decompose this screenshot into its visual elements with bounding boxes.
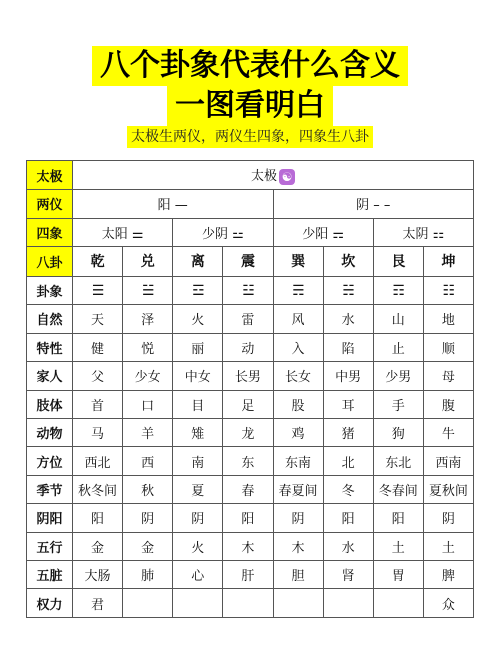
row-header-zhiti: 肢体 bbox=[27, 390, 73, 418]
zhiti-cell: 股 bbox=[273, 390, 323, 418]
row-header-guaxiang: 卦象 bbox=[27, 276, 73, 304]
dongwu-cell: 鸡 bbox=[273, 418, 323, 446]
title-line-1: 八个卦象代表什么含义 bbox=[92, 46, 408, 86]
quanli-cell bbox=[373, 589, 423, 618]
taiji-cell bbox=[73, 161, 474, 190]
fangwei-cell: 南 bbox=[173, 447, 223, 475]
wuzang-cell: 肺 bbox=[123, 561, 173, 589]
jiaren-row bbox=[27, 362, 474, 390]
liangyi-yin: 阴 – – bbox=[273, 190, 474, 218]
zhiti-cell: 足 bbox=[223, 390, 273, 418]
bagua-cell: 兑 bbox=[123, 246, 173, 276]
wuxing-cell: 土 bbox=[423, 532, 473, 560]
jiaren-cell: 父 bbox=[73, 362, 123, 390]
wuzang-cell: 肝 bbox=[223, 561, 273, 589]
bagua-row bbox=[27, 246, 474, 276]
texing-cell: 动 bbox=[223, 333, 273, 361]
yinyang-cell: 阴 bbox=[123, 504, 173, 532]
ziran-cell: 风 bbox=[273, 305, 323, 333]
row-header-jiaren: 家人 bbox=[27, 362, 73, 390]
subtitle: 太极生两仪，两仪生四象，四象生八卦 bbox=[127, 126, 373, 148]
title-line-2: 一图看明白 bbox=[167, 86, 333, 126]
ziran-cell: 地 bbox=[423, 305, 473, 333]
fangwei-row bbox=[27, 447, 474, 475]
quanli-cell bbox=[123, 589, 173, 618]
dongwu-cell: 牛 bbox=[423, 418, 473, 446]
dongwu-cell: 狗 bbox=[373, 418, 423, 446]
sixiang-cell: 少阳 ⚎ bbox=[273, 218, 373, 246]
fangwei-cell: 西北 bbox=[73, 447, 123, 475]
yinyang-cell: 阳 bbox=[223, 504, 273, 532]
ziran-cell: 水 bbox=[323, 305, 373, 333]
yinyang-cell: 阴 bbox=[173, 504, 223, 532]
texing-cell: 陷 bbox=[323, 333, 373, 361]
quanli-cell: 众 bbox=[423, 589, 473, 618]
ziran-cell: 泽 bbox=[123, 305, 173, 333]
guaxiang-cell: ☲ bbox=[173, 276, 223, 304]
jiaren-cell: 中男 bbox=[323, 362, 373, 390]
texing-cell: 止 bbox=[373, 333, 423, 361]
zhiti-cell: 首 bbox=[73, 390, 123, 418]
ziran-cell: 雷 bbox=[223, 305, 273, 333]
row-header-liangyi: 两仪 bbox=[27, 190, 73, 218]
wuxing-cell: 火 bbox=[173, 532, 223, 560]
liangyi-yang: 阳 — bbox=[73, 190, 274, 218]
guaxiang-cell: ☰ bbox=[73, 276, 123, 304]
row-header-wuzang: 五脏 bbox=[27, 561, 73, 589]
jiaren-cell: 长女 bbox=[273, 362, 323, 390]
quanli-cell: 君 bbox=[73, 589, 123, 618]
quanli-cell bbox=[323, 589, 373, 618]
wuxing-row bbox=[27, 532, 474, 560]
jijie-cell: 秋 bbox=[123, 475, 173, 503]
wuxing-cell: 金 bbox=[73, 532, 123, 560]
wuxing-cell: 木 bbox=[223, 532, 273, 560]
fangwei-cell: 东 bbox=[223, 447, 273, 475]
zhiti-cell: 口 bbox=[123, 390, 173, 418]
ziran-row bbox=[27, 305, 474, 333]
ziran-cell: 火 bbox=[173, 305, 223, 333]
row-header-fangwei: 方位 bbox=[27, 447, 73, 475]
jijie-cell: 春夏间 bbox=[273, 475, 323, 503]
sixiang-row bbox=[27, 218, 474, 246]
yinyang-cell: 阳 bbox=[73, 504, 123, 532]
quanli-cell bbox=[173, 589, 223, 618]
guaxiang-cell: ☵ bbox=[323, 276, 373, 304]
jiaren-cell: 少女 bbox=[123, 362, 173, 390]
row-header-ziran: 自然 bbox=[27, 305, 73, 333]
texing-row bbox=[27, 333, 474, 361]
texing-cell: 健 bbox=[73, 333, 123, 361]
sixiang-cell: 太阴 ⚏ bbox=[373, 218, 473, 246]
guaxiang-cell: ☶ bbox=[373, 276, 423, 304]
guaxiang-cell: ☷ bbox=[423, 276, 473, 304]
jijie-cell: 夏 bbox=[173, 475, 223, 503]
dongwu-cell: 龙 bbox=[223, 418, 273, 446]
yinyang-cell: 阳 bbox=[373, 504, 423, 532]
fangwei-cell: 西 bbox=[123, 447, 173, 475]
texing-cell: 悦 bbox=[123, 333, 173, 361]
fangwei-cell: 北 bbox=[323, 447, 373, 475]
jiaren-cell: 母 bbox=[423, 362, 473, 390]
yin-yang-icon: ☯ bbox=[279, 169, 295, 185]
texing-cell: 入 bbox=[273, 333, 323, 361]
jijie-cell: 春 bbox=[223, 475, 273, 503]
jiaren-cell: 长男 bbox=[223, 362, 273, 390]
guaxiang-cell: ☴ bbox=[273, 276, 323, 304]
taiji-text: 太极 bbox=[250, 169, 277, 185]
row-header-bagua: 八卦 bbox=[27, 246, 73, 276]
fangwei-cell: 东南 bbox=[273, 447, 323, 475]
bagua-cell: 坤 bbox=[423, 246, 473, 276]
guaxiang-cell: ☱ bbox=[123, 276, 173, 304]
wuzang-cell: 大肠 bbox=[73, 561, 123, 589]
texing-cell: 丽 bbox=[173, 333, 223, 361]
bagua-cell: 乾 bbox=[73, 246, 123, 276]
dongwu-cell: 雉 bbox=[173, 418, 223, 446]
row-header-yinyang: 阴阳 bbox=[27, 504, 73, 532]
zhiti-cell: 目 bbox=[173, 390, 223, 418]
texing-cell: 顺 bbox=[423, 333, 473, 361]
fangwei-cell: 东北 bbox=[373, 447, 423, 475]
guaxiang-cell: ☳ bbox=[223, 276, 273, 304]
bagua-cell: 坎 bbox=[323, 246, 373, 276]
zhiti-cell: 手 bbox=[373, 390, 423, 418]
zhiti-cell: 腹 bbox=[423, 390, 473, 418]
row-header-taiji: 太极 bbox=[27, 161, 73, 190]
bagua-table bbox=[26, 160, 474, 618]
dongwu-cell: 猪 bbox=[323, 418, 373, 446]
wuzang-cell: 胃 bbox=[373, 561, 423, 589]
dongwu-row bbox=[27, 418, 474, 446]
yinyang-cell: 阴 bbox=[273, 504, 323, 532]
wuzang-cell: 脾 bbox=[423, 561, 473, 589]
bagua-cell: 震 bbox=[223, 246, 273, 276]
jiaren-cell: 中女 bbox=[173, 362, 223, 390]
zhiti-cell: 耳 bbox=[323, 390, 373, 418]
row-header-sixiang: 四象 bbox=[27, 218, 73, 246]
ziran-cell: 天 bbox=[73, 305, 123, 333]
wuxing-cell: 水 bbox=[323, 532, 373, 560]
jijie-cell: 秋冬间 bbox=[73, 475, 123, 503]
wuzang-row bbox=[27, 561, 474, 589]
bagua-cell: 巽 bbox=[273, 246, 323, 276]
row-header-quanli: 权力 bbox=[27, 589, 73, 618]
wuzang-cell: 胆 bbox=[273, 561, 323, 589]
yinyang-cell: 阳 bbox=[323, 504, 373, 532]
wuzang-cell: 肾 bbox=[323, 561, 373, 589]
sixiang-cell: 太阳 ⚌ bbox=[73, 218, 173, 246]
row-header-wuxing: 五行 bbox=[27, 532, 73, 560]
zhiti-row bbox=[27, 390, 474, 418]
yinyang-cell: 阴 bbox=[423, 504, 473, 532]
wuxing-cell: 金 bbox=[123, 532, 173, 560]
quanli-row bbox=[27, 589, 474, 618]
jijie-cell: 冬春间 bbox=[373, 475, 423, 503]
bagua-cell: 离 bbox=[173, 246, 223, 276]
bagua-cell: 艮 bbox=[373, 246, 423, 276]
row-header-jijie: 季节 bbox=[27, 475, 73, 503]
jiaren-cell: 少男 bbox=[373, 362, 423, 390]
dongwu-cell: 羊 bbox=[123, 418, 173, 446]
wuzang-cell: 心 bbox=[173, 561, 223, 589]
row-header-texing: 特性 bbox=[27, 333, 73, 361]
guaxiang-row bbox=[27, 276, 474, 304]
ziran-cell: 山 bbox=[373, 305, 423, 333]
jijie-cell: 冬 bbox=[323, 475, 373, 503]
row-header-dongwu: 动物 bbox=[27, 418, 73, 446]
taiji-row bbox=[27, 161, 474, 190]
jijie-cell: 夏秋间 bbox=[423, 475, 473, 503]
wuxing-cell: 木 bbox=[273, 532, 323, 560]
liangyi-row bbox=[27, 190, 474, 218]
sixiang-cell: 少阴 ⚍ bbox=[173, 218, 273, 246]
fangwei-cell: 西南 bbox=[423, 447, 473, 475]
quanli-cell bbox=[273, 589, 323, 618]
quanli-cell bbox=[223, 589, 273, 618]
wuxing-cell: 土 bbox=[373, 532, 423, 560]
dongwu-cell: 马 bbox=[73, 418, 123, 446]
yinyang-row bbox=[27, 504, 474, 532]
jijie-row bbox=[27, 475, 474, 503]
